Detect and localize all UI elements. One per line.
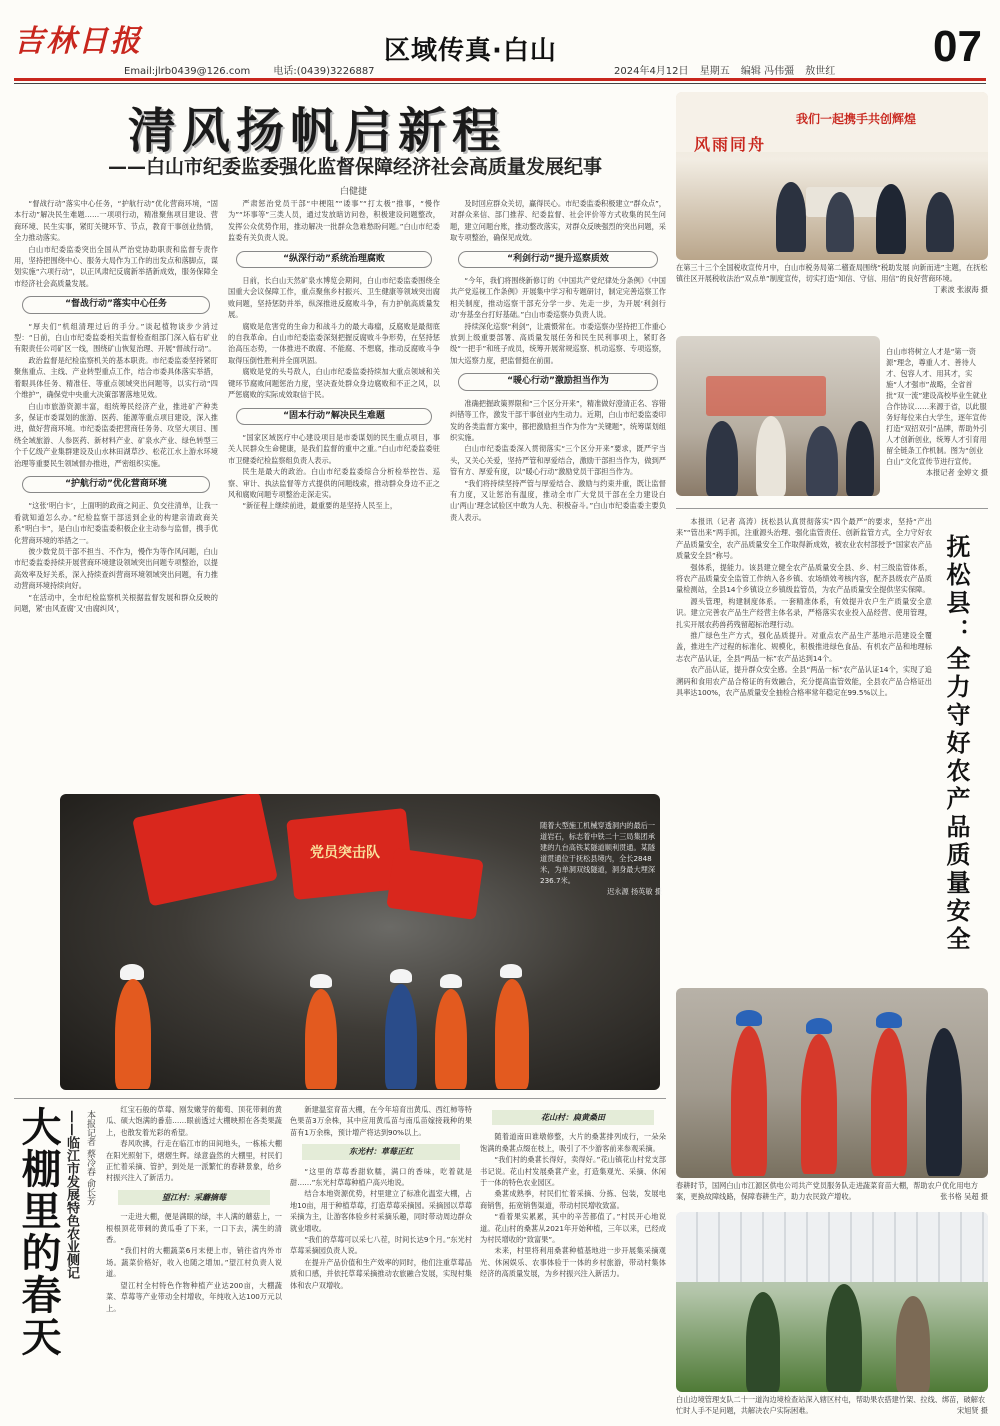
paragraph: “我们村的桑葚长得好，卖得好。”花山镇花山村党支部书记说。花山村发展桑葚产业，打造集观光、采摘、休闲于一体的特色农业园区。: [480, 1155, 666, 1188]
paragraph: “国家区域医疗中心建设项目是市委谋划的民生重点项目，事关人民群众生命健康，是我们监督的重中之重。”白山市纪委监委驻市卫健委纪检监察组负责人表示。: [228, 432, 440, 465]
photo-credit: 迟永源 扬英敏 摄: [607, 887, 662, 896]
tunnel-photo-caption: [540, 820, 662, 897]
greenhouse-electricians-photo: [676, 988, 988, 1178]
village-tag: 望江村：采蘑摘莓: [118, 1190, 270, 1205]
paragraph: “我们的草莓可以采七八茬，时间长达9个月。”东光村草莓采摘园负责人说。: [290, 1235, 472, 1256]
weekday: 星期五: [699, 66, 730, 77]
dapeng-byline: 本报记者 蔡冷春 俞长芳: [85, 1110, 95, 1206]
paragraph: 彼少数党员干部不担当、不作为，慢作为等作风问题，白山市纪委监委持续开展营商环境建设领域突出问题专项整治，以提高效率及好关系，深入持续查纠营商环境领域突出问题，有力推动营商环境持续向好。: [14, 546, 218, 591]
paragraph: 腐败是党的头号敌人，白山市纪委监委持续加大重点领域和关键环节腐败问题惩治力度，坚决查处群众身边腐败和不正之风，以严惩腐败的实际成效取信于民。: [228, 367, 440, 400]
village-tag: 花山村：扁黄桑田: [492, 1110, 654, 1125]
paragraph: 白山市旅游资源丰富，组统筹民经济产业，推进矿产种类多，保证市委谋划的旅游、医药、能源等重点项目建设，深入推进，做好营商环境。市纪委监委把营商任务务、攻坚大项目、围绕全域旅游、人参医药、新材料产业、矿泉水产业、绿色转型三个千亿级产业集群建设及山水林田湖草沙、松花江水上游水环境治理等重要民生领域督办推进，严密组织实施。: [14, 401, 218, 468]
caption-text: 在第三十三个全国税收宣传月中，白山市税务局第二稽查局围绕“税助发展 向新而进”主题，在抚松镇往区开展税收法治“双点单”制度宣传，切实打造“知信、守信、用信”的良好营商环境。: [676, 263, 988, 283]
newspaper-logo: 吉林日报: [14, 24, 142, 59]
photo-credit: 丁素波 张淑海 摄: [933, 285, 988, 294]
banner-slogan: 风雨同舟: [694, 135, 767, 154]
paragraph: 腐败是危害党的生命力和战斗力的最大毒瘤，反腐败是最彻底的自我革命。白山市纪委监委深刻把握反腐败斗争形势，在坚持惩治高压态势，一体推进不敢腐、不能腐、不想腐，推动反腐败斗争取得压倒性胜利并全面巩固。: [228, 321, 440, 365]
caption-text: 白山边境管理支队二十一道沟边境检查站深入辖区村屯，帮助果农搭建竹架、拉线、绑苗，破解农忙时人手不足问题，共解决农户实际困难。: [676, 1395, 986, 1415]
tax-office-photo: [676, 92, 988, 260]
dapeng-column-2: [290, 1104, 472, 1422]
paragraph: 一走进大棚，便是满眼的绿，丰人满的蘑菇上，一根根顶花带刺的黄瓜垂了下来，一口下去，满生的清香。: [106, 1212, 282, 1245]
contact-bar: [124, 62, 395, 77]
divider: [14, 1098, 666, 1099]
photo-credit: 本报记者 金婷文 摄: [925, 468, 988, 477]
issue-date: 2024年4月12日: [614, 66, 689, 77]
paragraph: “今年，我们将围绕新修订的《中国共产党纪律处分条例》《中国共产党巡视工作条例》开展集中学习和专题研讨，制定完善巡察工作相关制度，推动巡察干部充分学一步、先走一步，为开展‘利剑行动’夯基垒台打好基础。”白山市委巡察办负责人说。: [450, 276, 666, 320]
paragraph: “新征程上继续前进，最重要的是坚持人民至上，: [242, 501, 398, 511]
dapeng-column-1: [106, 1104, 282, 1422]
village-tag: 东光村：草莓正红: [302, 1144, 460, 1159]
lead-column-1: [14, 198, 218, 788]
paragraph: 随着道南田谁墩修整，大片的桑葚排列成行，一朵朵饱满的桑葚点缀在枝上，吸引了不少游客前来参观采摘。: [480, 1132, 666, 1153]
paragraph: 及时回应群众关切，赢得民心。市纪委监委积极建立“群众点”，对群众来信、部门推荐、纪委监督、社会评价等方式收集的民生问题，建立问题台账，推动整改落实，对群众反映强烈的突出问题，采取专项整治，确保见成效。: [450, 199, 666, 243]
paragraph: 望江村全村特色作物种植产业达200亩，大棚蔬菜、草莓等产业带动全村增收，年纯收入达100万元以上。: [106, 1280, 282, 1313]
caption-text: 春耕时节，国网白山市江源区供电公司共产党员服务队走进蔬菜育苗大棚，帮助农户优化用电方案，更换故障线路，保障春耕生产，助力农民致产增收。: [676, 1181, 978, 1201]
designer: 敖世红: [805, 66, 836, 77]
paragraph: “督战行动”落实中心任务，“护航行动”优化营商环境，“固本行动”解决民生难题……一项项行动，精准聚焦项目建设、营商环境、民生实事，紧盯关键环节、节点，教育干事创业热情，全力推动落实。: [14, 199, 218, 243]
paragraph: “看着果实累累，其中的辛苦都值了。”村民开心地说道。花山村的桑葚从2021年开始种植，三年以来，已经成为村民增收的“致富果”。: [480, 1212, 666, 1245]
paragraph: 民生是最大的政治。白山市纪委监委综合分析检举控告、巡察、审计、执法监督等方式提供的问题线索，推动群众身边不正之风和腐败问题专项整治走深走实。: [228, 467, 440, 499]
paragraph: 强体系，提能力。该县建立健全农产品质量安全县、乡、村三级监管体系，将农产品质量安全监管工作纳入各乡镇、农场绩效考核内容，配齐县级农产品质量检测站，全县14个乡镇设立乡镇级监管员，为农产品质量安全提供坚实保障。: [676, 562, 932, 595]
talent-photo-caption: [886, 346, 988, 478]
paragraph: 白山市纪委监委突出全国从严治党协助职责和监督专责作用，坚持把围绕中心、服务大局作为工作的出发点和落脚点，谋划实施“六项行动”，以正风肃纪反腐新举措新成效，服务保障全市经济社会高质量发展。: [14, 244, 218, 288]
flag-slogan: 党员突击队: [310, 845, 380, 861]
paragraph: “厚夫们”机组清理过后的手分。”谈起植物谈步少消过型：“日前，白山市纪委监委相关监督检查组部门深入临右矿业有限责任公司矿区一线，围绕矿山恢复治理、开展“督战行动”。: [14, 321, 218, 354]
dapeng-column-3: [480, 1104, 666, 1422]
phone: 电话:(0439)3226887: [273, 66, 375, 77]
fusong-headline: 抚松县：全力守好农产品质量安全: [942, 534, 971, 954]
section-subhead: “利剑行动”提升巡察质效: [458, 251, 658, 268]
photo-credit: 张书格 吴超 摄: [940, 1192, 988, 1201]
paragraph: “我们将持续坚持严管与厚爱结合、激励与约束并重，既让监督有力度，又让惩治有温度，推动全市广大党员干部在全力建设白山‘两山’理念试验区中敢为人先、积极奋斗。”白山市纪委监委主要负责人表示。: [450, 478, 666, 522]
date-bar: [614, 62, 843, 77]
masthead-rule-thin: [14, 83, 986, 84]
paragraph: 日前，长白山天然矿泉水博览会期间，白山市纪委监委围绕全国重大会议保障工作，重点聚焦乡村振兴、卫生健康等领域突出腐败问题，坚持惩防并举，纵深推进反腐败斗争，有力护航高质量发展。: [228, 276, 440, 320]
paragraph: 政治监督是纪检监察机关的基本职责。市纪委监委坚持紧盯聚焦重点、主线、产业转型重点工作，结合市委具体落实举措，着眼具体任务、精准任、等重点领域突出问题等，以实行动“四个维护”，确保党中央重大决策部署落地见效。: [14, 355, 218, 400]
dapeng-subtitle: ——临江市发展特色农业侧记: [64, 1110, 79, 1279]
lead-column-3: [450, 198, 666, 788]
paragraph: 未来，村里将利用桑葚种植基地进一步开展集采摘观光、休闲娱乐、农事体验于一体的乡村旅游，带动村集体经济的高质量发展，为乡村振兴注入新活力。: [480, 1246, 666, 1279]
paragraph: 源头管理，构建制度体系。一套精准体系，有效提升农户生产质量安全意识。建立完善农产品生产经营主体名录，严格落实农业投入品经营、使用管理，扎实开展农药兽药残留超标治理行动。: [676, 596, 932, 629]
paragraph: 白山市纪委监委深入贯彻落实“三个区分开来”要求，既严宇当头，又关心关爱，坚持严管和厚爱结合，激励干部担当作为，做到严管有方、厚爱有度，以“暖心行动”激励党员干部担当作为。: [450, 444, 666, 477]
paragraph: 新建温室育苗大棚，在今年培育出黄瓜、西红柿等特色果苗3万余株，其中应用黄瓜苗与南瓜苗嫁接栽种的果苗有1万余株，预计增产将达到90%以上。: [290, 1105, 472, 1137]
greenhouse-photo-caption: [676, 1394, 988, 1416]
dapeng-headline: 大棚里的春天: [15, 1106, 62, 1358]
section-title: 区域传真·白山: [384, 36, 557, 66]
lead-headline: 清风扬帆启新程: [128, 103, 507, 159]
paragraph: 红宝石般的草莓、刚发嫩芽的葡萄、顶花带刺的黄瓜、硕大饱满的番茄……眼前透过大棚映照在各类果蔬上，也散发着光彩的希望。: [106, 1105, 282, 1137]
page-number: 07: [933, 22, 982, 71]
section-subhead: “纵深行动”系统治理腐败: [236, 251, 432, 268]
section-subhead: “固本行动”解决民生难题: [236, 408, 432, 425]
paragraph: 推广绿色生产方式，强化品质提升。对重点农产品生产基地示范建设全覆盖，推进生产过程的标准化、规模化，积极推进绿色食品、有机农产品和地理标志农产品认证，全县“两品一标”农产品达到14个。: [676, 631, 932, 663]
photo-credit: 宋旭贤 摄: [956, 1406, 988, 1415]
paragraph: 持续深化巡察“利剑”，让震慑常在。市委巡察办坚持把工作重心放到上级重要部署、高质量发展任务和民生民利事项上，紧盯各级“一把手”和班子成员，统筹开展常规巡察、机动巡察、专项巡察，加大巡察力度，把监督挺在前面。: [450, 321, 666, 365]
paragraph: “我们村的大棚蔬菜6月末便上市，销往省内外市场。蔬菜价格好，收入也随之增加。”望江村负责人说道。: [106, 1246, 282, 1279]
paragraph: 本报讯（记者 高涛）抚松县认真贯彻落实“四个最严”的要求，坚持“产出来”“管出来”两手抓，注重源头治理、强化监管责任、创新监管方式，全力守好农产品质量安全，农产品质量安全工作取得新成效，被农业农村部授予“国家农产品质量安全县”称号。: [676, 517, 932, 561]
masthead: [14, 10, 986, 76]
lead-subtitle: ——白山市纪委监委强化监督保障经济社会高质量发展纪事: [108, 156, 603, 178]
paragraph: 在提升产品价值和生产效率的同时，他们注重草莓品质和口感，并依托草莓采摘推动农旅融合发展，实现村集体和农户双增收。: [290, 1257, 472, 1290]
caption-text: 白山市将树立人才是“第一资源”理念，尊重人才、善待人才、包容人才、用其才，实施“人才强市”战略，全省首批“双一流”建设高校毕业生就业合作协议……来源于省，以此服务好每位来白大学生，逐年宣传打造“双招双引”品牌，帮助外引人才创新创业，统筹人才引育用留全链条工作机制。图为“创业白山”文化宣传节进行宣传。: [886, 347, 987, 466]
tax-photo-caption: [676, 262, 988, 295]
section-subhead: “护航行动”优化营商环境: [22, 476, 210, 493]
paragraph: 准确把握政策界限和“三个区分开来”，精准做好澄清正名、容错纠错等工作，激发干部干事创业内生动力。近期，白山市纪委监委印发的各类监督方案中，都把激励担当作为作为“关键题”，统筹谋划组织实施。: [450, 398, 666, 442]
divider: [676, 508, 988, 509]
paragraph: “这里的草莓香甜软糯，满口的香味，吃着就是甜……”东光村草莓种植户高兴地说。: [290, 1166, 472, 1188]
section-subhead: “暖心行动”激励担当作为: [458, 373, 658, 390]
border-patrol-greenhouse-photo: [676, 1212, 988, 1392]
lead-byline: 白健捷: [340, 187, 368, 197]
paragraph: 桑葚成熟季，村民们忙着采摘、分拣、包装，发展电商销售，拓宽销售渠道，带动村民增收致富。: [480, 1189, 666, 1210]
paragraph: 严肃惩治党员干部“中梗阻”“诿事”“打太极”推事，“慢作为”“坏事等”三类人员，通过发放暗访问卷，积极建设问题整改，发挥公众优势作用，推动解决一批群众急难愁盼问题。”白山市纪委监委有关负责人说。: [228, 199, 440, 243]
paragraph: “在活动中，全市纪检监察机关根据监督发展和群众反映的问题，紧‘由风查腐’又‘由腐纠风’，: [14, 592, 218, 613]
paragraph: “这张‘明白卡’，上面明的政商之间正、负交往清单，让我一看就知道怎么办。”纪检监察干部送到企业的构建亲清政商关系“明白卡”，是白山市纪委监委积极企业主动参与监督，携手优化营商环境的举措之一。: [14, 501, 218, 545]
caption-text: 随着大型施工机械穿透洞内的最后一道岩石，标志着中铁二十三局集团承建的九台高铁某隧道顺利贯通。某隧道贯通位于抚松县境内，全长2848米，为单洞双线隧道，洞身最大埋深236.7米。: [540, 821, 656, 885]
paragraph: 结合本地资源优势，村里建立了标准化温室大棚，占地10亩，用于种植草莓，打造草莓采摘园。采摘园以草莓采摘为主，让游客体验乡村采摘乐趣，同时带动周边群众就业增收。: [290, 1189, 472, 1233]
talent-fair-photo: [676, 336, 880, 496]
masthead-rule: [14, 78, 986, 81]
editor: 编辑 冯伟彊: [740, 66, 795, 77]
email: Email:jlrb0439@126.com: [124, 66, 251, 77]
banner-slogan-2: 我们一起携手共创辉煌: [796, 112, 917, 126]
fusong-column: [676, 516, 932, 978]
section-subhead: “督战行动”落实中心任务: [22, 296, 210, 313]
workers-photo-caption: [676, 1180, 988, 1202]
lead-column-2: [228, 198, 440, 788]
paragraph: 春风吹拂，行走在临江市的田间地头，一栋栋大棚在阳光照射下，熠熠生辉。绿意盎然的大棚里，村民们正忙着采摘、管护，到处是一派繁忙的春耕景象，给乡村振兴注入了新活力。: [106, 1139, 282, 1183]
paragraph: 农产品认证，提升群众安全感。全县“两品一标”农产品认证14个，实现了追溯码和食用农产品合格证的有效融合，充分提高监管效能，全县农产品合格证出具率达100%，农产品质量安全抽检合格率常年稳定在99.5%以上。: [676, 665, 932, 698]
